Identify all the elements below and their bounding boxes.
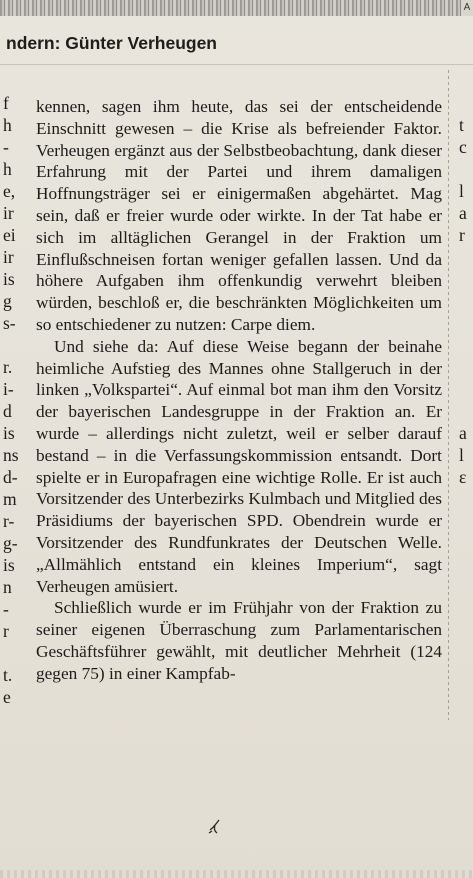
right-column-fragment: c: [459, 137, 467, 157]
left-column-fragment: s-: [3, 313, 16, 333]
left-column-fragment: -: [3, 599, 9, 619]
left-column-fragment: g: [3, 291, 12, 311]
left-column-fragment: e: [3, 687, 11, 707]
pen-mark-icon: [206, 816, 224, 836]
column-divider: [448, 70, 449, 720]
left-column-fragment: ir: [3, 247, 14, 267]
left-column-fragment: is: [3, 423, 15, 443]
corner-mark: A: [461, 0, 473, 16]
paragraph-2: Und siehe da: Auf diese Weise begann der beinahe heimliche Aufstieg des Mannes ohne Stallgeruch in der linken „Volkspartei“. Auf einmal bot man ihm den Vorsitz der bayerischen Landesgruppe in der Fraktion an. Er wurde – allerdings nicht zuletzt, weil er selber darauf bestand – in die Verfassungskommission entsandt. Dort spielte er in Europafragen eine wichtige Rolle. Er ist auch Vorsitzender des Unterbezirks Kulmbach und Mitglied des Präsidiums der bayerischen SPD. Obendrein wurde er Vorsitzender des Rundfunkrates der Deutschen Welle. „Allmählich entstand ein kleines Imperium“, sagt Verheugen amüsiert.: [36, 336, 442, 596]
right-column-fragment: a: [459, 423, 467, 443]
left-column-fragment: ns: [3, 445, 19, 465]
left-column-fragment: h: [3, 159, 12, 179]
right-column-fragment: l: [459, 445, 464, 465]
paragraph-1: kennen, sagen ihm heute, das sei der entscheidende Einschnitt gewesen – die Krise als befreiender Faktor. Verheugen ergänzt aus der Selbstbeobachtung, dank dieser Erfahrung mit der Partei und ihrem damaligen Hoffnungsträger sei er einigermaßen abgehärtet. Mag sein, daß er freier wurde oder wirkte. In der Tat habe er sich im alltäglichen Gerangel in der Fraktion um Einflußschneisen fortan weniger gefallen lassen. Und da höhere Aufgaben ihm offenkundig verwehrt bleiben würden, beschloß er, die beschränkten Möglichkeiten um so entschiedener zu nutzen: Carpe diem.: [36, 97, 442, 334]
left-column-fragment: is: [3, 269, 15, 289]
section-header: ndern: Günter Verheugen: [6, 33, 217, 53]
bottom-edge: [0, 870, 473, 878]
right-column-fragment: l: [459, 181, 464, 201]
left-column-fragment: i-: [3, 379, 14, 399]
left-column-fragment: m: [3, 489, 17, 509]
left-column-fragment: r: [3, 621, 9, 641]
left-column-fragment: f: [3, 93, 9, 113]
header-divider: [0, 64, 473, 65]
left-column-fragment: ir: [3, 203, 14, 223]
left-column-fragment: h: [3, 115, 12, 135]
right-column-fragment: r: [459, 225, 465, 245]
left-column-fragment: n: [3, 577, 12, 597]
left-column-fragment: g-: [3, 533, 18, 553]
left-column-fragment: t.: [3, 665, 13, 685]
right-column-fragment: ε: [459, 467, 467, 487]
left-column-fragment: r.: [3, 357, 13, 377]
left-column-fragment: is: [3, 555, 15, 575]
right-column-fragment: t: [459, 115, 464, 135]
left-column-fragment: e,: [3, 181, 16, 201]
paragraph-3: Schließlich wurde er im Frühjahr von der Fraktion zu seiner eigenen Überraschung zum Parlamentarischen Geschäftsführer gewählt, mit deutlicher Mehrheit (124 gegen 75) in einer Kampfab-: [36, 598, 442, 683]
left-column-fragment: d: [3, 401, 12, 421]
left-column-fragment: d-: [3, 467, 18, 487]
left-column-fragment: -: [3, 137, 9, 157]
article-body: [36, 96, 442, 685]
top-photo-edge: [0, 0, 473, 16]
left-column-fragment: r-: [3, 511, 15, 531]
right-column-fragment: a: [459, 203, 467, 223]
left-column-fragment: ei: [3, 225, 16, 245]
